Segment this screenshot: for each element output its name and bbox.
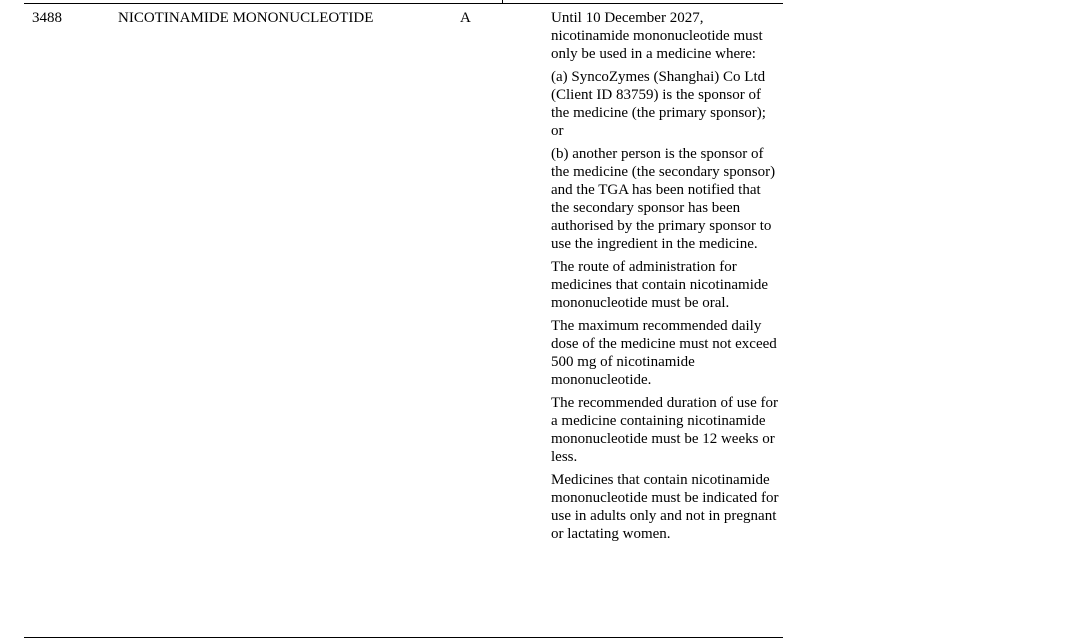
- requirement-paragraph: Medicines that contain nicotinamide mononucleotide must be indicated for use in adults only and not in pregnant or lactating women.: [551, 472, 779, 542]
- ingredient-category: A: [460, 10, 471, 26]
- table-bottom-rule: [24, 637, 783, 638]
- requirement-paragraph: (b) another person is the sponsor of the medicine (the secondary sponsor) and the TGA has been notified that the secondary sponsor has been authorised by the primary sponsor to use the ingredient in the medicine.: [551, 146, 776, 252]
- requirements-cell: [551, 9, 779, 548]
- ingredient-name: NICOTINAMIDE MONONUCLEOTIDE: [118, 10, 374, 26]
- requirement-paragraph: The maximum recommended daily dose of the medicine must not exceed 500 mg of nicotinamide mononucleotide.: [551, 318, 777, 388]
- requirement-paragraph: The recommended duration of use for a medicine containing nicotinamide mononucleotide must be 12 weeks or less.: [551, 395, 778, 465]
- requirement-paragraph: (a) SyncoZymes (Shanghai) Co Ltd (Client ID 83759) is the sponsor of the medicine (the primary sponsor); or: [551, 69, 766, 139]
- item-number: 3488: [32, 10, 62, 26]
- column-divider-tick: [502, 0, 503, 3]
- table-top-rule: [24, 3, 783, 4]
- requirement-paragraph: The route of administration for medicines that contain nicotinamide mononucleotide must be oral.: [551, 259, 769, 311]
- requirement-paragraph: Until 10 December 2027, nicotinamide mononucleotide must only be used in a medicine where:: [551, 10, 763, 62]
